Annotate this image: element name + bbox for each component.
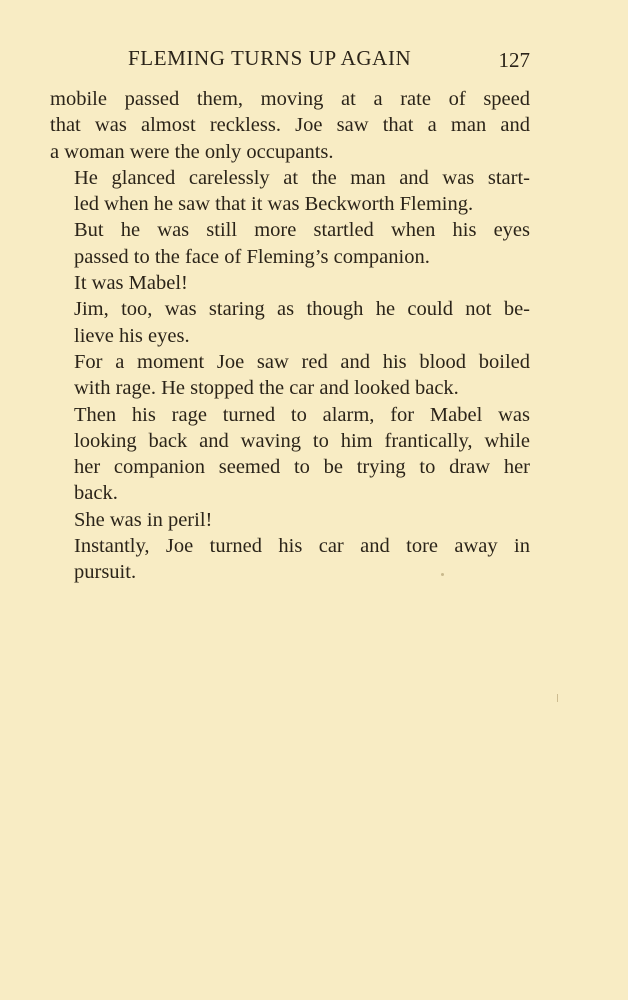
running-head bbox=[50, 46, 530, 76]
text-line: He glanced carelessly at the man and was start- bbox=[74, 166, 530, 189]
text-line: looking back and waving to him frantically, while bbox=[74, 429, 530, 452]
paragraph bbox=[50, 533, 530, 586]
text-line: It was Mabel! bbox=[74, 272, 188, 295]
text-line: a woman were the only occupants. bbox=[50, 140, 334, 163]
text-line: lieve his eyes. bbox=[74, 324, 190, 347]
paragraph bbox=[50, 402, 530, 507]
paragraph bbox=[50, 296, 530, 349]
text-line: that was almost reckless. Joe saw that a man and bbox=[50, 114, 530, 137]
text-line: led when he saw that it was Beckworth Fleming. bbox=[74, 193, 474, 216]
text-line: But he was still more startled when his eyes bbox=[74, 219, 530, 242]
paper-mark bbox=[557, 694, 558, 702]
text-line: passed to the face of Fleming’s companion. bbox=[74, 245, 430, 268]
text-line: Instantly, Joe turned his car and tore away in bbox=[74, 535, 530, 558]
text-line: back. bbox=[74, 482, 118, 505]
text-line: her companion seemed to be trying to draw her bbox=[74, 456, 530, 479]
text-line: She was in peril! bbox=[74, 508, 213, 531]
body-text bbox=[50, 86, 530, 586]
paragraph bbox=[50, 165, 530, 218]
text-line: with rage. He stopped the car and looked back. bbox=[74, 377, 459, 400]
paper-speck bbox=[441, 573, 444, 576]
paragraph bbox=[50, 507, 530, 533]
text-line: pursuit. bbox=[74, 561, 137, 584]
text-line: Then his rage turned to alarm, for Mabel was bbox=[74, 403, 530, 426]
running-title: FLEMING TURNS UP AGAIN bbox=[128, 46, 412, 70]
paragraph bbox=[50, 349, 530, 402]
text-line: mobile passed them, moving at a rate of speed bbox=[50, 88, 530, 110]
paragraph bbox=[50, 86, 530, 165]
text-line: Jim, too, was staring as though he could not be- bbox=[74, 298, 530, 321]
text-line: For a moment Joe saw red and his blood boiled bbox=[74, 350, 530, 373]
paragraph bbox=[50, 270, 530, 296]
paragraph bbox=[50, 217, 530, 270]
page-number: 127 bbox=[498, 48, 530, 72]
